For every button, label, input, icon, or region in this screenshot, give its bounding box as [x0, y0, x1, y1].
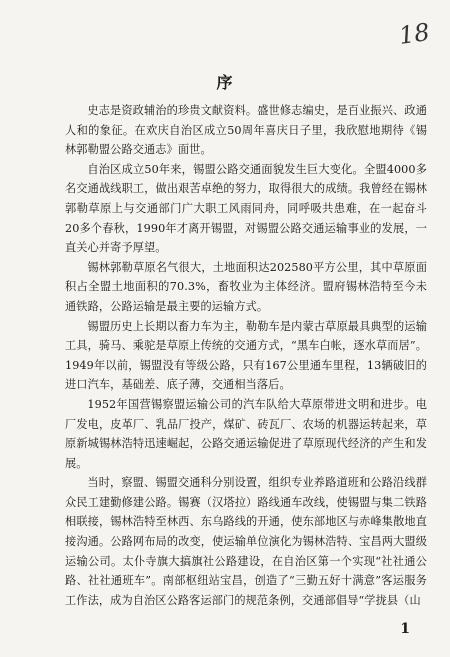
paragraph: 自治区成立50年来，锡盟公路交通面貌发生巨大变化。全盟4000多名交通战线职工，做出艰苦卓绝的努力，取得很大的成绩。我曾经在锡林郭勒草原上与交通部门广大职工风雨同舟，同呼吸共患难，在一起奋斗20多个春秋，1990年才离开锡盟，对锡盟公路交通运输事业的发展，一直关心并寄予厚望。: [65, 162, 427, 255]
body-text: [65, 101, 427, 610]
handwritten-page-mark: 18: [397, 18, 432, 50]
paragraph: 史志是资政辅治的珍贵文献资料。盛世修志编史，是百业振兴、政通人和的象征。在欢庆自治区成立50周年喜庆日子里，我欣慰地期待《锡林郭勒盟公路交通志》面世。: [65, 104, 427, 157]
paragraph: 当时，察盟、锡盟交通科分别设置，组织专业养路道班和公路沿线群众民工建勤修建公路。锡赛（汉塔拉）路线通车改线，使锡盟与集二铁路相联接，锡林浩特至林西、东乌路线的开通，使东部地区与赤峰集散地直接沟通。公路网布局的改变，使运输单位演化为锡林浩特、宝昌两大盟级运输公司。太仆寺旗大搞旗社公路建设，在自治区第一个实现“社社通公路、社社通班车”。南部枢纽站宝昌，创造了“三勤五好十满意”客运服务工作法，成为自治区公路客运部门的规范条例，交通部倡导“学拢县（山: [65, 476, 427, 607]
page-title: 序: [216, 73, 234, 92]
paragraph: 锡盟历史上长期以畜力车为主，勒勒车是内蒙古草原最具典型的运输工具，骑马、乘驼是草原上传统的交通方式，“黑车白帐，逐水草而居”。1949年以前，锡盟没有等级公路，只有167公里通车里程，13辆破旧的进口汽车，基础差、底子薄，交通相当落后。: [65, 319, 427, 392]
paragraph: 锡林郭勒草原名气很大，土地面积达202580平方公里，其中草原面积占全盟土地面积的70.3%，畜牧业为主体经济。盟府锡林浩特至今未通铁路，公路运输是最主要的运输方式。: [65, 260, 427, 313]
paragraph: 1952年国营锡察盟运输公司的汽车队给大草原带进文明和进步。电厂发电，皮革厂、乳品厂投产，煤矿、砖瓦厂、农场的机器运转起来，草原新城锡林浩特迅速崛起，公路交通运输促进了草原现代经济的产生和发展。: [65, 397, 427, 470]
page-number: 1: [400, 621, 410, 637]
